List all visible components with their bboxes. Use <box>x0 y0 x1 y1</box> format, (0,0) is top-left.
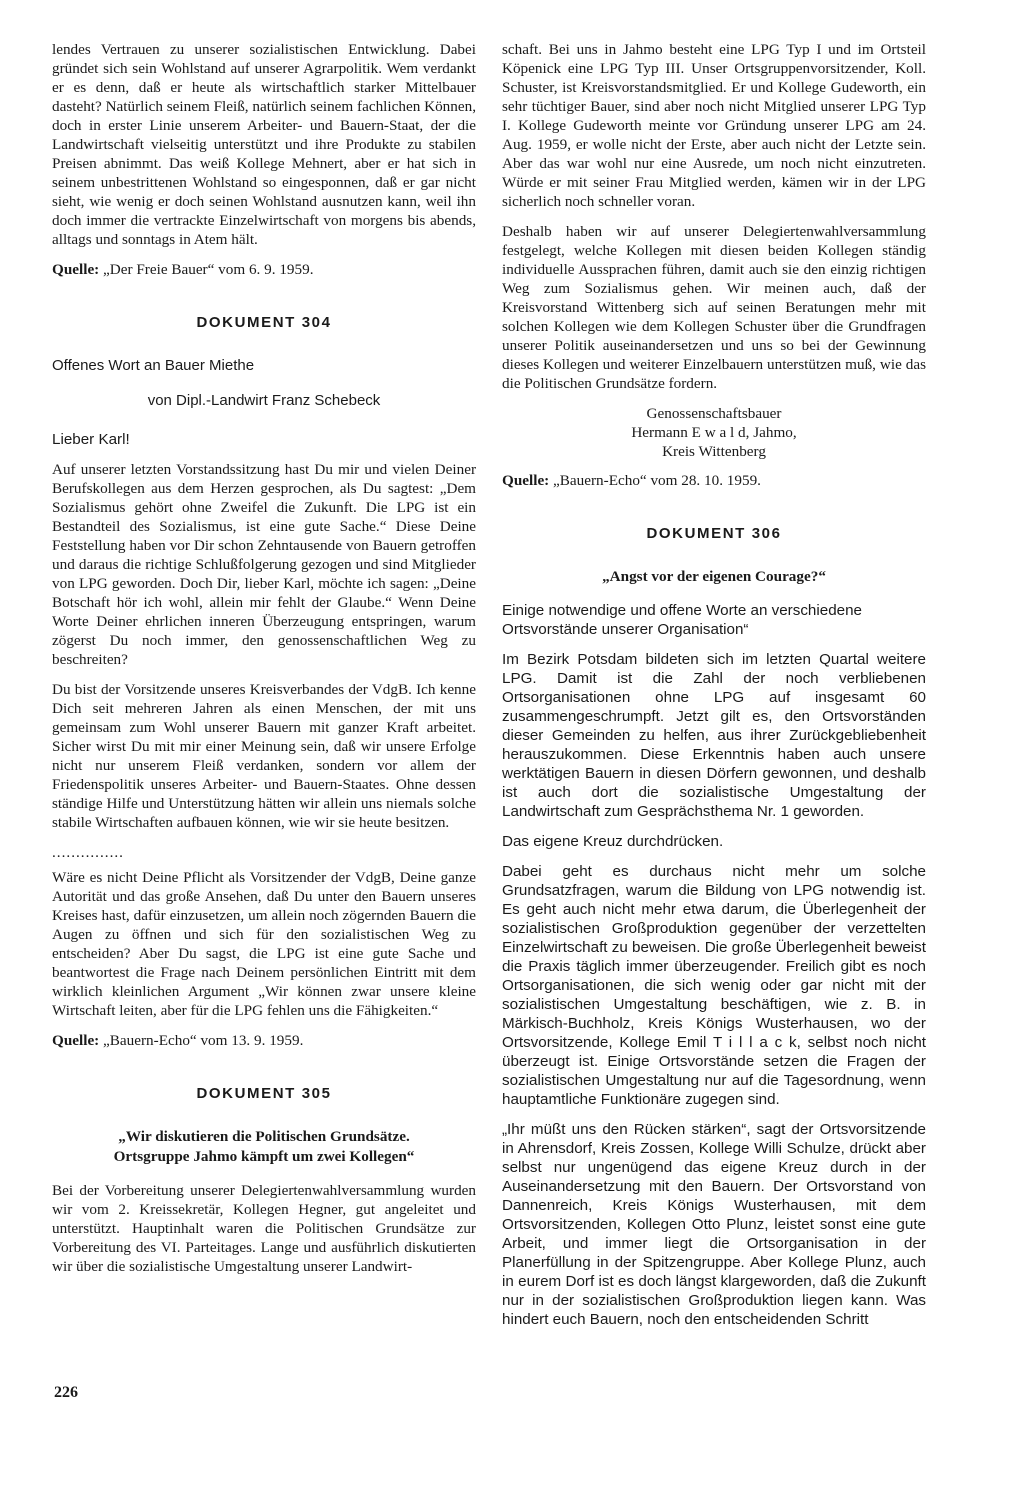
source-text: „Bauern-Echo“ vom 13. 9. 1959. <box>99 1032 304 1049</box>
document-headline <box>52 1127 476 1167</box>
source-label: Quelle: <box>52 261 100 278</box>
document-heading-306: DOKUMENT 306 <box>646 525 782 542</box>
source-text: „Der Freie Bauer“ vom 6. 9. 1959. <box>99 261 314 278</box>
salutation: Lieber Karl! <box>52 431 130 448</box>
paragraph: schaft. Bei uns in Jahmo besteht eine LPG Typ I und im Ortsteil Köpenick eine LPG Typ III. Unser Ortsgruppenvorsitzender, Koll. Schuster, ist Kreisvorstandsmitglied. Er und Kollege Gudeworth, ein sehr tüchtiger Bauer, sind aber noch nicht Mitglied unserer LPG Typ I. Kollege Gudeworth meinte vor Gründung unserer LPG am 24. Aug. 1959, er wolle nicht der Erste, aber auch nicht der Letzte sein. Aber das war wohl nur eine Ausrede, um noch nicht einzutreten. Würde er mit seiner Frau Mitglied werden, kämen wir in der LPG sicherlich noch schneller voran. <box>502 41 926 210</box>
signature-line: Kreis Wittenberg <box>662 443 766 460</box>
paragraph: Im Bezirk Potsdam bildeten sich im letzten Quartal weitere LPG. Damit ist die Zahl der noch verbliebenen Ortsorganisationen ohne LPG auf insgesamt 60 zusammengeschrumpft. Jetzt gilt es, den Ortsvorständen dieser Gemeinden zu helfen, aus ihrer Zurückgebliebenheit herauszukommen. Diese Erkenntnis haben auch unsere werktätigen Bauern in diesen Dörfern gewonnen, und deshalb ist auch dort die sozialistische Umgestaltung der Landwirtschaft zum Gesprächsthema Nr. 1 geworden. <box>502 651 926 820</box>
page-number: 226 <box>54 1384 78 1401</box>
document-subtitle: Offenes Wort an Bauer Miethe <box>52 357 255 374</box>
source-line <box>52 1031 476 1050</box>
headline-line: „Wir diskutieren die Politischen Grundsätze. <box>118 1128 410 1145</box>
right-column <box>502 40 926 1340</box>
paragraph: Dabei geht es durchaus nicht mehr um solche Grundsatzfragen, warum die Bildung von LPG notwendig ist. Es geht auch nicht mehr etwa darum, die Überlegenheit der sozialistischen Großproduktion gegenüber der verzettelten Einzelwirtschaft zu beweisen. Die große Überlegenheit beweist die Praxis täglich immer überzeugender. Freilich gibt es noch Ortsorganisationen, die sich wenig oder gar nicht mit der sozialistischen Umgestaltung beschäftigen, wie z. B. in Märkisch-Buchholz, Kreis Königs Wusterhausen, wo der Ortsvorsitzende, Kollege Emil T i l l a c k, selbst noch nicht überzeugt ist. Einige Ortsvorstände setzen die Fragen der sozialistischen Umgestaltung nur auf die Tagesordnung, wenn hauptamtliche Funktionäre zugegen sind. <box>502 863 926 1108</box>
signature-block <box>502 404 926 461</box>
source-line <box>502 471 926 490</box>
document-heading-304: DOKUMENT 304 <box>196 314 332 331</box>
paragraph: „Ihr müßt uns den Rücken stärken“, sagt der Ortsvorsitzende in Ahrensdorf, Kreis Zossen, Kollege Willi Schulze, drückt aber selbst nur ungenügend das eigene Kreuz durch in der Auseinandersetzung mit den Bauern. Der Ortsvorstand von Dannenreich, Kreis Königs Wusterhausen, mit dem Ortsvorsitzenden, Kollegen Otto Plunz, leistet sonst eine gute Arbeit, und immer liegt die Ortsorganisation in der Planerfüllung in der Spitzengruppe. Aber Kollege Plunz, auch in eurem Dorf ist es doch längst klargeworden, daß die Zukunft nur in der sozialistischen Großproduktion liegen kann. Was hindert euch Bauern, noch den entscheidenden Schritt <box>502 1121 926 1328</box>
paragraph: Deshalb haben wir auf unserer Delegiertenwahlversammlung festgelegt, welche Kollegen mit diesen beiden Kollegen ständig individuelle Aussprachen führen, damit auch sie den einzig richtigen Weg zum Sozialismus gehen. Wir meinen auch, daß der Kreisvorstand Wittenberg sich auf seinen Beratungen mehr mit solchen Kollegen wie dem Kollegen Schuster über die Grundfragen unserer Politik auseinandersetzen und uns so bei der Gewinnung dieses Kollegen und weiterer Einzelbauern unterstützen muß, wie das die Politischen Grundsätze fordern. <box>502 223 926 392</box>
headline-line: Ortsgruppe Jahmo kämpft um zwei Kollegen“ <box>113 1148 415 1165</box>
section-subheading: Das eigene Kreuz durchdrücken. <box>502 833 724 850</box>
left-column <box>52 40 476 1287</box>
document-headline: „Angst vor der eigenen Courage?“ <box>602 568 826 585</box>
paragraph: Du bist der Vorsitzende unseres Kreisverbandes der VdgB. Ich kenne Dich seit mehreren Jahren als einen Menschen, der mit uns gemeinsam zum Wohl unserer Bauern mit ganzer Kraft arbeitet. Sicher wirst Du mit mir einer Meinung sein, daß wir unsere Erfolge nicht nur unserem Fleiß verdanken, sondern vor allem der Friedenspolitik unseres Arbeiter- und Bauern-Staates. Ohne dessen ständige Hilfe und Unterstützung hätten wir allein uns niemals solche stabile Wirtschaften aufbauen können, wie wir sie heute besitzen. <box>52 681 476 831</box>
document-author: von Dipl.-Landwirt Franz Schebeck <box>147 392 381 409</box>
paragraph: Wäre es nicht Deine Pflicht als Vorsitzender der VdgB, Deine ganze Autorität und das große Ansehen, daß Du unter den Bauern unseres Kreises hast, dafür einzusetzen, um allein noch zögernden Bauern die Augen zu öffnen und sich für den sozialistischen Weg zu entscheiden? Aber Du sagst, die LPG ist eine gute Sache und beantwortest die Frage nach Deinem persönlichen Eintritt mit dem wirklich kleinlichen Argument „Wir können zwar unsere kleine Wirtschaft leiten, aber für die LPG fehlen uns die Fähigkeiten.“ <box>52 869 476 1019</box>
source-label: Quelle: <box>502 472 550 489</box>
source-line <box>52 260 476 279</box>
signature-line: Hermann E w a l d, Jahmo, <box>631 424 797 441</box>
source-label: Quelle: <box>52 1032 100 1049</box>
paragraph: Auf unserer letzten Vorstandssitzung hast Du mir und vielen Deiner Berufskollegen aus dem Herzen gesprochen, als Du sagtest: „Dem Sozialismus gehört ohne Zweifel die Zukunft. Die LPG ist ein Bestandteil des Sozialismus, ist eine gute Sache.“ Diese Deine Feststellung haben vor Dir schon Zehntausende von Bauern getroffen und daraus die richtige Schlußfolgerung gezogen und sind Mitglieder von LPG geworden. Doch Dir, lieber Karl, möchte ich sagen: „Deine Botschaft hör ich wohl, allein mir fehlt der Glaube.“ Wenn Deine Worte Deiner ehrlichen inneren Überzeugung entspringen, warum zögerst Du noch immer, den genossenschaftlichen Weg zu beschreiten? <box>52 461 476 668</box>
document-subheading: Einige notwendige und offene Worte an verschiedene Ortsvorstände unserer Organisation“ <box>502 602 862 638</box>
paragraph: Bei der Vorbereitung unserer Delegiertenwahlversammlung wurden wir vom 2. Kreissekretär, Kollegen Hegner, gut angeleitet und unterstützt. Hauptinhalt waren die Politischen Grundsätze zur Vorbereitung des VI. Parteitages. Lange und ausführlich diskutierten wir über die sozialistische Umgestaltung unserer Landwirt- <box>52 1182 476 1275</box>
paragraph: lendes Vertrauen zu unserer sozialistischen Entwicklung. Dabei gründet sich sein Wohlstand auf unserer Agrarpolitik. Wem verdankt er es denn, daß er heute als wirtschaftlich starker Mittelbauer dasteht? Natürlich seinem Fleiß, natürlich seinem fachlichen Können, doch in erster Linie unserem Arbeiter- und Bauern-Staat, der die Landwirtschaft vielseitig unterstützt und ihre Produkte zu stabilen Preisen abnimmt. Das weiß Kollege Mehnert, aber er hat sich in seinem unbestrittenen Wohlstand so eingesponnen, daß er gar nicht sieht, wie wenig er doch seinen Wohlstand ausnutzen kann, weil ihn doch immer die vertrackte Einzelwirtschaft von morgens bis abends, alltags und sonntags in Atem hält. <box>52 41 476 248</box>
signature-line: Genossenschaftsbauer <box>646 405 782 422</box>
document-heading-305: DOKUMENT 305 <box>196 1085 332 1102</box>
ellipsis-divider: ............... <box>52 844 124 861</box>
source-text: „Bauern-Echo“ vom 28. 10. 1959. <box>549 472 761 489</box>
